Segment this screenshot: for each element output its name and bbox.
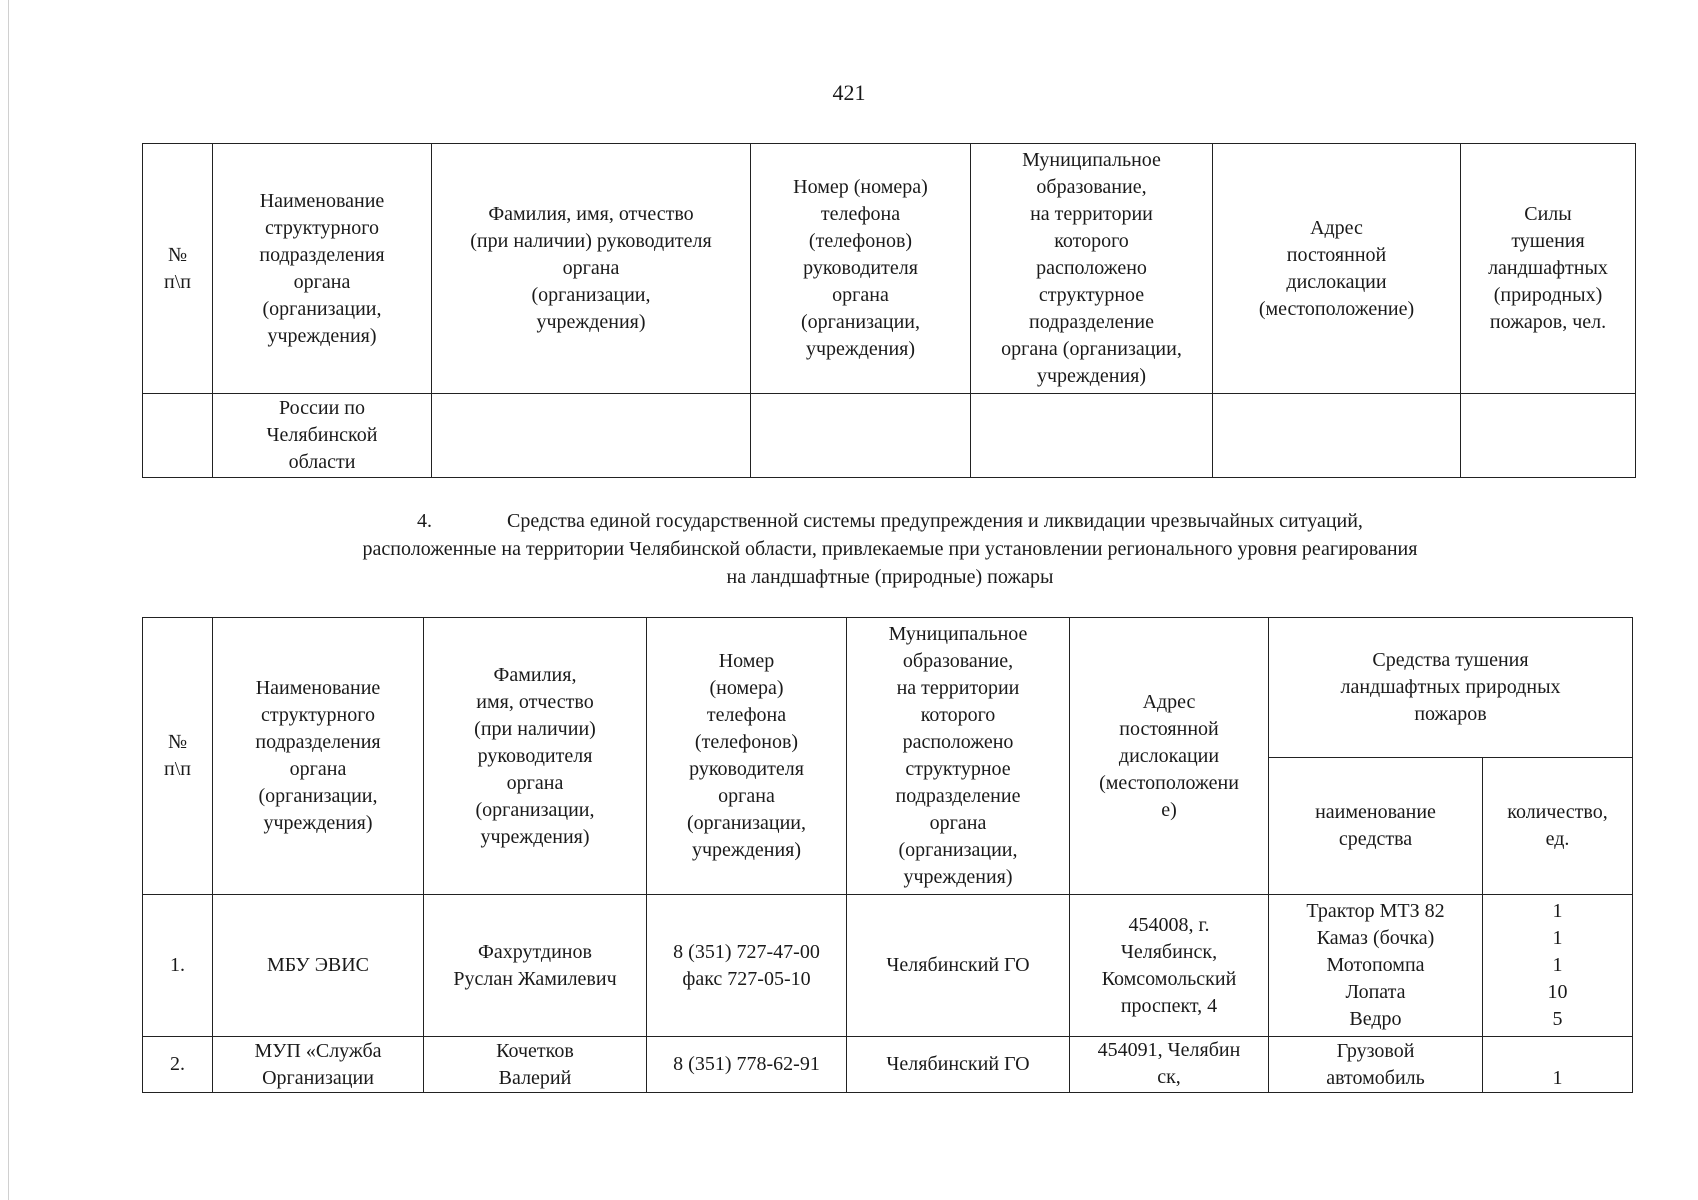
table-cell bbox=[1461, 394, 1636, 478]
row-unit: МБУ ЭВИС bbox=[213, 895, 424, 1037]
table-cell bbox=[432, 394, 751, 478]
row-head: Фахрутдинов Руслан Жамилевич bbox=[424, 895, 647, 1037]
row-address: 454008, г. Челябинск, Комсомольский проспект, 4 bbox=[1070, 895, 1269, 1037]
header-forces: Силы тушения ландшафтных (природных) пожаров, чел. bbox=[1461, 144, 1636, 394]
table-row bbox=[143, 1037, 1633, 1093]
section-number: 4. bbox=[417, 510, 433, 532]
header-means-qty: количество, ед. bbox=[1483, 758, 1633, 895]
table-row bbox=[143, 895, 1633, 1037]
header-unit: Наименование структурного подразделения органа (организации, учреждения) bbox=[213, 618, 424, 895]
section-title-line-3: на ландшафтные (природные) пожары bbox=[726, 566, 1054, 588]
row-municipality: Челябинский ГО bbox=[847, 895, 1070, 1037]
header-head: Фамилия, имя, отчество (при наличии) руководителя органа (организации, учреждения) bbox=[432, 144, 751, 394]
table-cell bbox=[1213, 394, 1461, 478]
table-upper bbox=[142, 143, 1636, 478]
table-header-row bbox=[143, 144, 1636, 394]
row-municipality: Челябинский ГО bbox=[847, 1037, 1070, 1093]
table-cell bbox=[751, 394, 971, 478]
header-means-name: наименование средства bbox=[1269, 758, 1483, 895]
row-head: Кочетков Валерий bbox=[424, 1037, 647, 1093]
header-address: Адрес постоянной дислокации (местоположение) bbox=[1213, 144, 1461, 394]
page-number: 421 bbox=[832, 80, 866, 105]
header-num: № п\п bbox=[143, 618, 213, 895]
header-address: Адрес постоянной дислокации (местоположени е) bbox=[1070, 618, 1269, 895]
header-means-group: Средства тушения ландшафтных природных пожаров bbox=[1269, 618, 1633, 758]
header-unit: Наименование структурного подразделения органа (организации, учреждения) bbox=[213, 144, 432, 394]
section-title-line-2: расположенные на территории Челябинской области, привлекаемые при установлении регионального уровня реагирования bbox=[362, 538, 1418, 560]
row-qty: 1 1 1 10 5 bbox=[1483, 895, 1633, 1037]
header-municipality: Муниципальное образование, на территории которого расположено структурное подразделение органа (организации, учреждения) bbox=[847, 618, 1070, 895]
header-municipality: Муниципальное образование, на территории которого расположено структурное подразделение органа (организации, учреждения) bbox=[971, 144, 1213, 394]
table-means bbox=[142, 617, 1633, 1093]
row-phone: 8 (351) 778-62-91 bbox=[647, 1037, 847, 1093]
row-means: Грузовой автомобиль bbox=[1269, 1037, 1483, 1093]
section-heading bbox=[150, 507, 1630, 591]
row-address: 454091, Челябин ск, bbox=[1070, 1037, 1269, 1093]
header-head: Фамилия, имя, отчество (при наличии) руководителя органа (организации, учреждения) bbox=[424, 618, 647, 895]
row-means: Трактор МТЗ 82 Камаз (бочка) Мотопомпа Лопата Ведро bbox=[1269, 895, 1483, 1037]
row-qty: 1 bbox=[1483, 1037, 1633, 1093]
table-cell bbox=[143, 394, 213, 478]
header-phone: Номер (номера) телефона (телефонов) руководителя органа (организации, учреждения) bbox=[751, 144, 971, 394]
row-phone: 8 (351) 727-47-00 факс 727-05-10 bbox=[647, 895, 847, 1037]
row-num: 1. bbox=[143, 895, 213, 1037]
table-cell bbox=[971, 394, 1213, 478]
row-unit: МУП «Служба Организации bbox=[213, 1037, 424, 1093]
row-num: 2. bbox=[143, 1037, 213, 1093]
header-num: № п\п bbox=[143, 144, 213, 394]
table-cell: России по Челябинской области bbox=[213, 394, 432, 478]
header-phone: Номер (номера) телефона (телефонов) руководителя органа (организации, учреждения) bbox=[647, 618, 847, 895]
section-title-line-1: 4. Средства единой государственной системы предупреждения и ликвидации чрезвычайных ситуаций, bbox=[150, 507, 1630, 535]
scan-margin-line bbox=[8, 0, 9, 1200]
table-header-row bbox=[143, 618, 1633, 758]
table-row bbox=[143, 394, 1636, 478]
